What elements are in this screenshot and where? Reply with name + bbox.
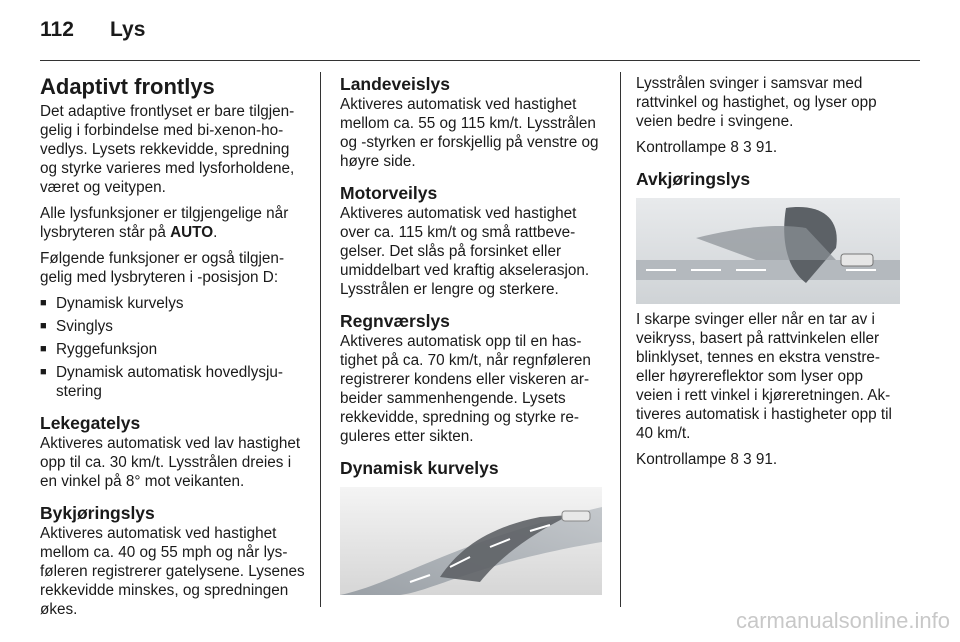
section-title: Adaptivt frontlys — [40, 74, 215, 99]
auto-keyword: AUTO — [170, 224, 214, 241]
watermark: carmanualsonline.info — [735, 608, 950, 633]
header-divider — [40, 60, 920, 61]
warning-lamp-icon: 8 — [730, 139, 739, 156]
reference-2: Kontrollampe 8 3 91. — [636, 451, 778, 468]
column-1 — [40, 74, 306, 626]
list-item: ■ Ryggefunksjon — [40, 340, 306, 359]
reference-1: Kontrollampe 8 3 91. — [636, 139, 778, 156]
column-divider — [620, 72, 621, 607]
paragraph-lekegatelys: Aktiveres automatisk ved lav hastighet opp til ca. 30 km/t. Lysstrålen dreies i en vinkel på 8° mot veikanten. — [40, 435, 301, 490]
subheading-dynamisk-kurvelys: Dynamisk kurvelys — [340, 458, 499, 478]
subheading-landeveislys: Landeveislys — [340, 74, 450, 94]
paragraph-motorveilys: Aktiveres automatisk ved hastighet over ca. 115 km/t og små rattbevegelser. Det slås på forsinket eller umiddelbart ved kraftig akselerasjon. Lysstrålen er lengre og sterkere. — [340, 205, 590, 298]
page-header — [40, 18, 920, 48]
subheading-lekegatelys: Lekegatelys — [40, 413, 141, 433]
page-number: 112 — [40, 18, 74, 41]
paragraph-functions: Følgende funksjoner er også tilgjengelig med lysbryteren i -posisjon D: — [40, 250, 285, 286]
list-item: ■ Dynamisk kurvelys — [40, 294, 306, 313]
column-2 — [340, 74, 606, 601]
column-divider — [320, 72, 321, 607]
subheading-bykjoringslys: Bykjøringslys — [40, 503, 155, 523]
turn-light-illustration — [636, 198, 900, 304]
list-item: ■ Svinglys — [40, 317, 306, 336]
headlight-icon: D: — [262, 269, 279, 286]
paragraph-landeveislys: Aktiveres automatisk ved hastighet mellom ca. 55 og 115 km/t. Lysstrålen og -styrken er forskjellig på venstre og høyre side. — [340, 96, 599, 170]
function-list — [40, 294, 306, 401]
paragraph-auto: Alle lysfunksjoner er tilgjengelige når lysbryteren står på AUTO. — [40, 205, 289, 241]
subheading-avkjoringslys: Avkjøringslys — [636, 169, 751, 189]
page-ref-arrow-icon: 3 — [743, 139, 752, 156]
paragraph-avkjoringslys: I skarpe svinger eller når en tar av i veikryss, basert på rattvinkelen eller blinklyset, tennes en ekstra venstre- eller høyrereflektor som lyser opp veien i rett vinkel i kjøreretningen. Aktiveres automatisk i hastigheter opp til 40 km/t. — [636, 311, 892, 442]
curve-light-illustration — [340, 487, 602, 595]
subheading-regnvaerslys: Regnværslys — [340, 311, 450, 331]
subheading-motorveilys: Motorveilys — [340, 183, 438, 203]
paragraph-intro: Det adaptive frontlyset er bare tilgjengelig i forbindelse med bi-xenon-hovedlys. Lysets rekkevidde, spredning og styrke varieres med lysforholdene, været og veitypen. — [40, 103, 295, 196]
chapter-title: Lys — [110, 18, 146, 41]
page-ref-arrow-icon: 3 — [743, 451, 752, 468]
paragraph-bykjoringslys: Aktiveres automatisk ved hastighet mellom ca. 40 og 55 mph og når lysføleren registrerer gatelysene. Lysenes rekkevidde minskes, og spredningen økes. — [40, 525, 305, 618]
column-3 — [636, 74, 902, 476]
list-item: ■ Dynamisk automatisk hovedlysjustering — [40, 363, 306, 401]
paragraph-regnvaerslys: Aktiveres automatisk opp til en hastighet på ca. 70 km/t, når regnføleren registrerer kondens eller viskeren arbeider sammenhengende. Lysets rekkevidde, spredning og styrke reguleres etter sikten. — [340, 333, 591, 445]
warning-lamp-icon: 8 — [730, 451, 739, 468]
paragraph-kurvelys: Lysstrålen svinger i samsvar med rattvinkel og hastighet, og lyser opp veien bedre i svingene. — [636, 75, 877, 130]
